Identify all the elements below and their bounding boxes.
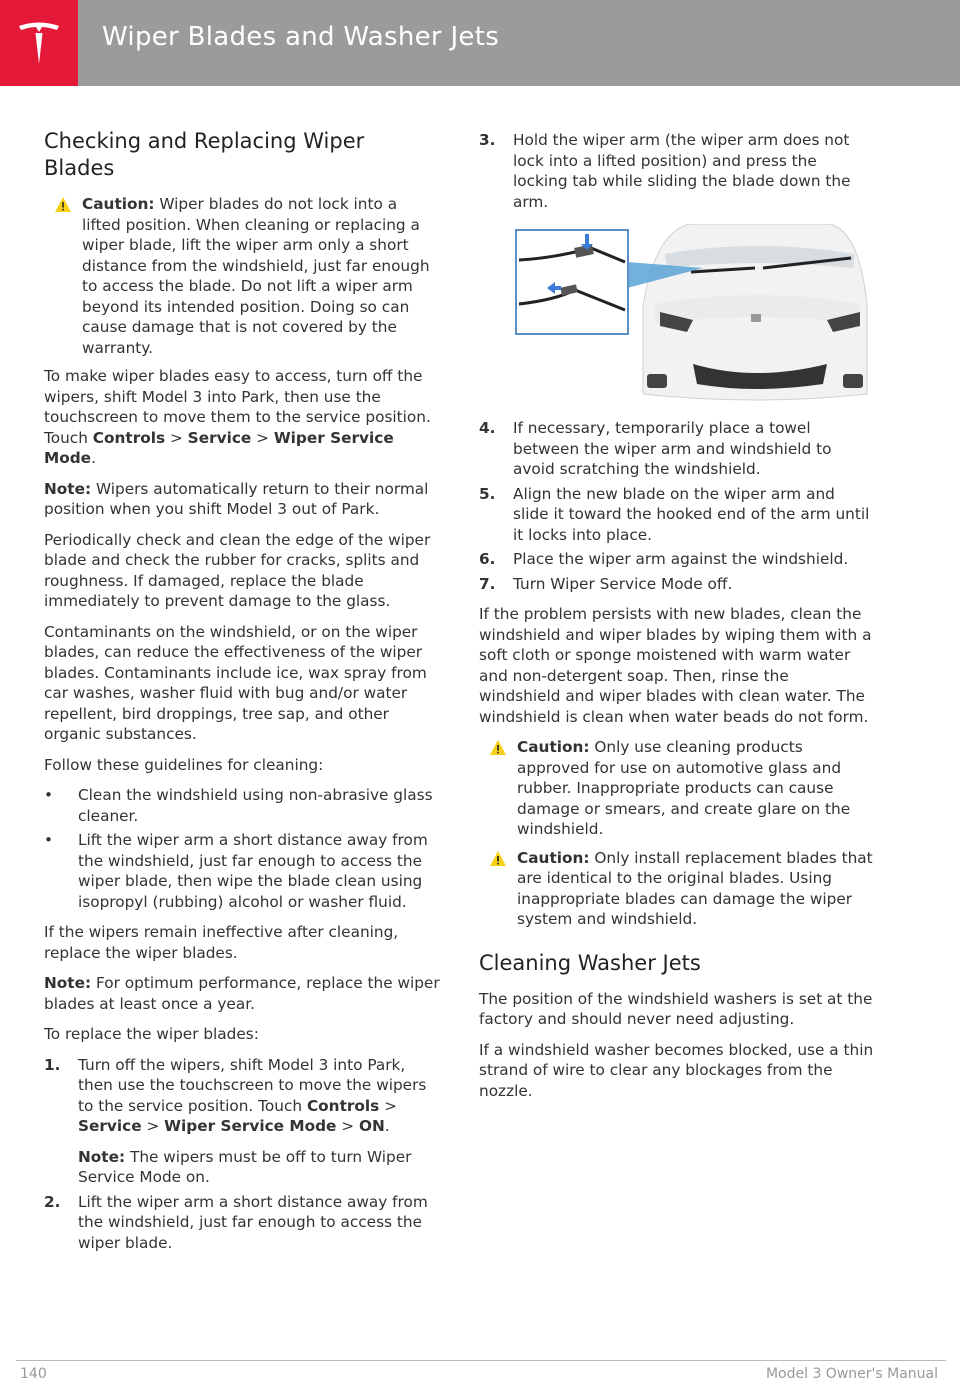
step-text: Lift the wiper arm a short distance away from the windshield, just far enough to access the wiper blade.	[78, 1192, 428, 1252]
paragraph: The position of the windshield washers is set at the factory and should never need adjusting.	[479, 989, 873, 1028]
note	[44, 479, 440, 520]
menu-path-controls: Controls	[306, 1096, 380, 1115]
section-title-washer-jets: Cleaning Washer Jets	[479, 950, 701, 975]
menu-path-wiper-service-mode: Wiper Service Mode	[44, 428, 394, 467]
step-number: 3.	[479, 131, 496, 149]
note	[44, 973, 440, 1014]
page-title: Wiper Blades and Washer Jets	[102, 22, 500, 52]
warning-triangle-icon	[489, 739, 507, 762]
note-label: Note:	[44, 479, 92, 498]
page-header	[0, 0, 960, 86]
step-text: If necessary, temporarily place a towel between the wiper arm and windshield to avoid scratching the windshield.	[513, 419, 832, 478]
step-4	[479, 418, 875, 480]
step-number: 5.	[479, 484, 496, 503]
page-number: 140	[20, 1366, 47, 1382]
note-text: The wipers must be off to turn Wiper Service Mode on.	[78, 1147, 412, 1186]
caution-text: Wiper blades do not lock into a lifted position. When cleaning or replacing a wiper blade, lift the wiper arm only a short distance from the windshield, just far enough to access the blade. Do not lift a wiper arm beyond its intended position. Doing so can cause damage that is not covered by the warranty.	[82, 195, 430, 357]
paragraph-text: .	[91, 449, 96, 467]
step-number: 4.	[479, 419, 496, 437]
list-item	[44, 785, 440, 826]
footer-divider	[16, 1360, 946, 1361]
step-text: Hold the wiper arm (the wiper arm does not lock into a lifted position) and press the locking tab while sliding the blade down the arm.	[513, 131, 851, 211]
caution-block	[479, 737, 875, 840]
list-item-text: Lift the wiper arm a short distance away from the windshield, just far enough to access the wiper blade, then wipe the blade clean using isopropyl (rubbing) alcohol or washer fluid.	[78, 831, 428, 911]
warning-triangle-icon	[489, 850, 507, 873]
list-item-text: Clean the windshield using non-abrasive glass cleaner.	[78, 786, 433, 825]
paragraph: To replace the wiper blades:	[44, 1025, 259, 1043]
paragraph: Periodically check and clean the edge of the wiper blade and check the rubber for cracks, splits and roughness. If damaged, replace the blade immediately to prevent damage to the glass.	[44, 530, 431, 610]
path-separator: >	[141, 1117, 165, 1135]
menu-path-service: Service	[78, 1117, 142, 1135]
step-text: Place the wiper arm against the windshield.	[513, 550, 849, 568]
note-label: Note:	[78, 1147, 126, 1166]
wiper-blade-illustration	[515, 224, 869, 404]
tesla-logo-icon	[0, 0, 78, 86]
paragraph: Contaminants on the windshield, or on the wiper blades, can reduce the effectiveness of the wiper blades. Contaminants include ice, wax spray from car washes, washer fluid with bug and/or water repellent, bird droppings, tree sap, and other organic substances.	[44, 622, 427, 743]
path-separator: >	[379, 1096, 397, 1115]
paragraph: If the wipers remain ineffective after cleaning, replace the wiper blades.	[44, 923, 399, 962]
path-separator: >	[251, 428, 274, 447]
paragraph: Follow these guidelines for cleaning:	[44, 755, 324, 774]
section-title-wiper-blades: Checking and Replacing Wiper Blades	[44, 129, 365, 180]
step-text: Turn off the wipers, shift Model 3 into Park, then use the touchscreen to move the wipers to the service position. Touch	[78, 1055, 427, 1115]
step-5	[479, 484, 875, 546]
bullet-marker: •	[44, 831, 54, 849]
caution-label: Caution:	[517, 738, 590, 756]
menu-path-on: ON	[358, 1117, 385, 1135]
step-number: 1.	[44, 1055, 61, 1074]
note	[78, 1147, 440, 1188]
caution-block	[479, 848, 875, 930]
step-number: 7.	[479, 574, 496, 593]
step-6	[479, 549, 875, 570]
caution-text: Only install replacement blades that are identical to the original blades. Using inappropriate blades can damage the wiper system and windshield.	[517, 848, 873, 928]
paragraph	[44, 366, 440, 469]
bullet-marker: •	[44, 786, 54, 804]
menu-path-controls: Controls	[92, 428, 166, 447]
caution-text: Only use cleaning products approved for use on automotive glass and rubber. Inappropriate products can cause damage or smears, and create glare on the windshield.	[517, 738, 851, 838]
list-item	[44, 830, 440, 912]
menu-path-wiper-service-mode: Wiper Service Mode	[164, 1117, 337, 1135]
step-2	[44, 1192, 440, 1254]
note-text: Wipers automatically return to their normal position when you shift Model 3 out of Park.	[44, 479, 429, 518]
step-text: Align the new blade on the wiper arm and slide it toward the hooked end of the arm until it locks into place.	[513, 484, 870, 544]
step-7	[479, 574, 875, 595]
path-separator: >	[336, 1117, 359, 1135]
warning-triangle-icon	[54, 196, 72, 219]
caution-block	[44, 194, 440, 358]
path-separator: >	[165, 428, 188, 447]
paragraph: If the problem persists with new blades, clean the windshield and wiper blades by wiping them with a soft cloth or sponge moistened with warm water and non-detergent soap. Then, rinse the windshield and wiper blades with clean water. The windshield is clean when water beads do not form.	[479, 605, 872, 726]
note-label: Note:	[44, 974, 92, 992]
manual-name: Model 3 Owner's Manual	[765, 1366, 938, 1382]
note-text: For optimum performance, replace the wiper blades at least once a year.	[44, 974, 440, 1013]
caution-label: Caution:	[82, 195, 155, 213]
step-number: 2.	[44, 1192, 61, 1211]
paragraph: If a windshield washer becomes blocked, use a thin strand of wire to clear any blockages from the nozzle.	[479, 1040, 874, 1100]
step-text: Turn Wiper Service Mode off.	[513, 574, 733, 593]
step-3	[479, 130, 875, 212]
step-text: .	[384, 1117, 390, 1135]
left-column	[44, 128, 440, 1257]
caution-label: Caution:	[517, 848, 590, 867]
step-1	[44, 1055, 440, 1188]
paragraph-text: To make wiper blades easy to access, turn off the wipers, shift Model 3 into Park, then use the touchscreen to move them to the service position. Touch	[44, 367, 431, 447]
step-number: 6.	[479, 550, 496, 568]
right-column	[479, 130, 875, 1111]
menu-path-service: Service	[187, 428, 252, 447]
